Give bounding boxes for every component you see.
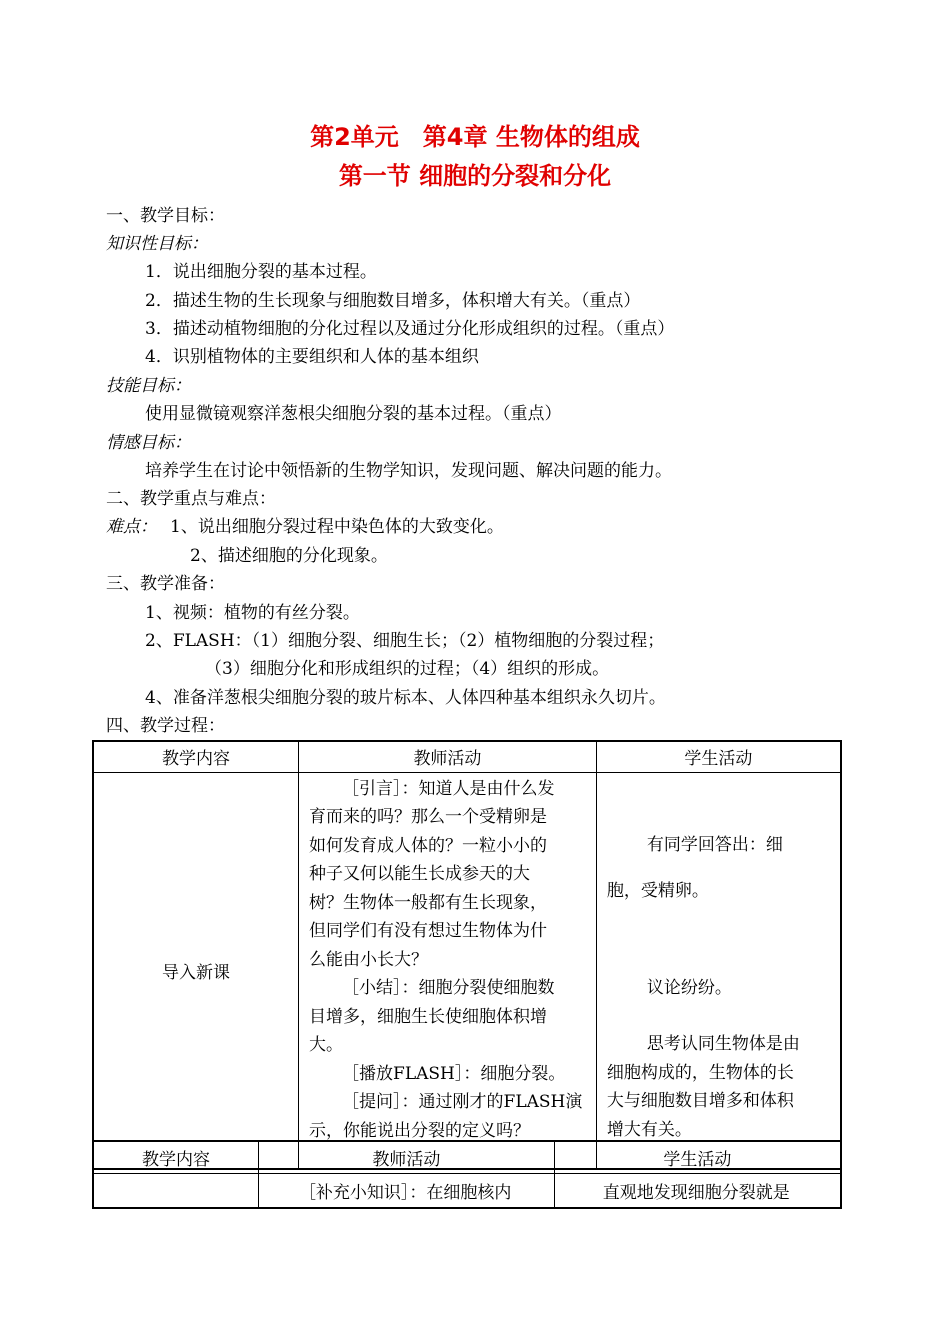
- header-teacher: 教师活动: [258, 1141, 554, 1173]
- content-cell: [93, 1173, 258, 1208]
- difficulty-item-1: 1、说出细胞分裂过程中染色体的大致变化。: [170, 517, 504, 537]
- student-answer-line: 胞，受精卵。: [606, 881, 709, 901]
- table-header-row: [93, 1141, 841, 1173]
- teacher-line: ［小结］：细胞分裂使细胞数: [342, 978, 555, 998]
- teacher-line: 树？生物体一般都有生长现象，: [309, 892, 548, 913]
- section3-heading: 三、教学准备：: [106, 574, 225, 594]
- emotion-goal-label: 情感目标：: [106, 433, 191, 453]
- content-cell: 导入新课: [93, 772, 299, 1169]
- knowledge-item-2: 2．描述生物的生长现象与细胞数目增多，体积增大有关。（重点）: [145, 291, 641, 311]
- section4-heading: 四、教学过程：: [106, 716, 225, 736]
- header-content: 教学内容: [93, 741, 299, 772]
- header-content: 教学内容: [93, 1141, 258, 1173]
- student-think-line: 思考认同生物体是由: [646, 1034, 800, 1054]
- prep-item-2: 2、FLASH：（1）细胞分裂、细胞生长；（2）植物细胞的分裂过程；: [145, 631, 665, 651]
- teacher-cell: [299, 772, 597, 1169]
- teacher-line: 如何发育成人体的？一粒小小的: [309, 835, 548, 856]
- header-teacher: 教师活动: [299, 741, 597, 772]
- student-cell: 直观地发现细胞分裂就是: [554, 1173, 841, 1208]
- teacher-line: 么能由小长大？: [309, 949, 429, 970]
- teacher-line: ［播放FLASH］：细胞分裂。: [342, 1063, 566, 1084]
- student-discuss: 议论纷纷。: [646, 977, 732, 998]
- knowledge-goal-label: 知识性目标：: [106, 234, 208, 254]
- teaching-process-table-continued: [92, 1140, 842, 1209]
- teaching-process-table: [92, 740, 842, 1170]
- prep-item-4: 4、准备洋葱根尖细胞分裂的玻片标本、人体四种基本组织永久切片。: [145, 688, 666, 708]
- teacher-line: 种子又何以能生长成参天的大: [309, 864, 531, 884]
- teacher-line: 但同学们有没有想过生物体为什: [309, 921, 548, 941]
- teacher-line: 目增多，细胞生长使细胞体积增: [309, 1006, 548, 1027]
- student-think-line: 增大有关。: [606, 1119, 692, 1140]
- emotion-goal-text: 培养学生在讨论中领悟新的生物学知识，发现问题、解决问题的能力。: [145, 461, 672, 481]
- skill-goal-text: 使用显微镜观察洋葱根尖细胞分裂的基本过程。（重点）: [145, 404, 562, 424]
- section2-heading: 二、教学重点与难点：: [106, 489, 276, 509]
- knowledge-item-3: 3．描述动植物细胞的分化过程以及通过分化形成组织的过程。（重点）: [145, 319, 675, 339]
- table-header-row: [93, 741, 841, 772]
- teacher-line: ［引言］：知道人是由什么发: [342, 778, 555, 799]
- skill-goal-label: 技能目标：: [106, 376, 191, 396]
- teacher-cell: ［补充小知识］：在细胞核内: [258, 1173, 554, 1208]
- difficulty-label: 难点：: [106, 517, 157, 537]
- teacher-line: 示，你能说出分裂的定义吗？: [309, 1120, 531, 1141]
- header-student: 学生活动: [596, 741, 841, 772]
- prep-item-2-cont: （3）细胞分化和形成组织的过程；（4）组织的形成。: [205, 659, 610, 679]
- student-cell: [596, 772, 841, 1169]
- table-row: [93, 772, 841, 1169]
- prep-item-1: 1、视频：植物的有丝分裂。: [145, 603, 360, 623]
- teacher-line: 大。: [309, 1035, 344, 1055]
- title-line-2: 第一节 细胞的分裂和分化: [338, 162, 612, 190]
- knowledge-item-4: 4．识别植物体的主要组织和人体的基本组织: [145, 347, 479, 367]
- title-line-1: 第2单元 第4章 生物体的组成: [310, 123, 640, 151]
- teacher-line: ［提问］：通过刚才的FLASH演: [342, 1092, 583, 1112]
- section1-heading: 一、教学目标：: [106, 206, 225, 226]
- table-row: [93, 1173, 841, 1208]
- student-answer-line: 有同学回答出：细: [646, 834, 783, 855]
- student-think-line: 大与细胞数目增多和体积: [606, 1091, 794, 1111]
- difficulty-item-2: 2、描述细胞的分化现象。: [190, 546, 388, 566]
- teacher-line: 育而来的吗？那么一个受精卵是: [309, 807, 548, 827]
- knowledge-item-1: 1．说出细胞分裂的基本过程。: [145, 262, 377, 282]
- student-think-line: 细胞构成的，生物体的长: [606, 1062, 794, 1083]
- header-student: 学生活动: [554, 1141, 841, 1173]
